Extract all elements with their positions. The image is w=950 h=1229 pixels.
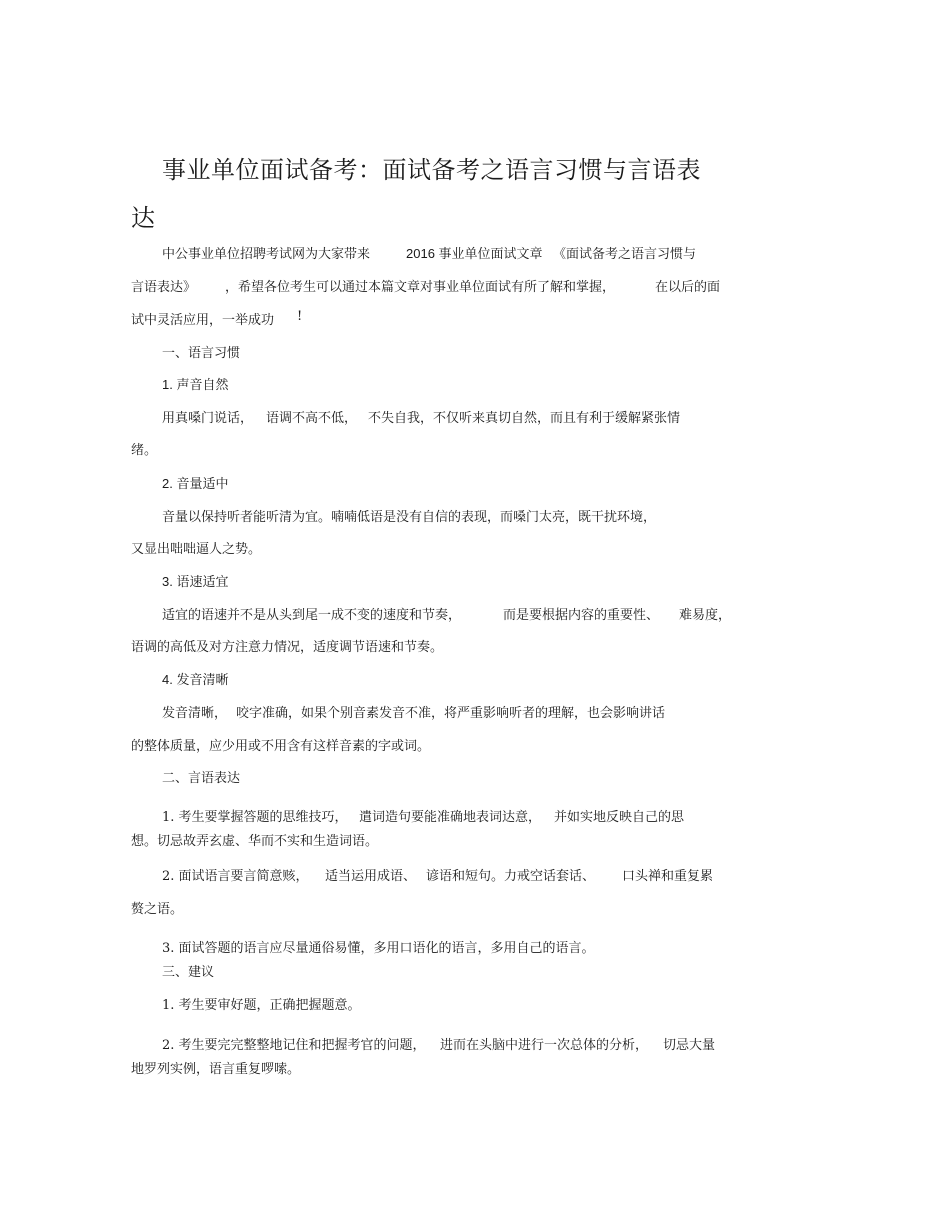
body-text: 咬字准确，如果个别音素发音不准，将严重影响听者的理解，也会影响讲话 [236,706,666,721]
body-text: 又显出咄咄逼人之势。 [131,542,262,557]
body-text: 而是要根据内容的重要性、 [503,608,660,623]
body-text: 绪。 [131,443,158,458]
body-text: 语调的高低及对方注意力情况，适度调节语速和节奏。 [131,640,444,655]
body-text: 的整体质量，应少用或不用含有这样音素的字或词。 [131,739,431,754]
intro-text: 在以后的面 [655,280,721,295]
intro-text: 《面试备考之语言习惯与 [553,247,697,262]
intro-text: 2016 事业单位面试文章 [406,246,543,261]
body-text: 1. 考生要审好题，正确把握题意。 [162,998,361,1013]
body-text: 音量以保持听者能听清为宜。喃喃低语是没有自信的表现，而嗓门太亮，既干扰环境， [162,510,657,525]
intro-text: 言语表达》 [131,280,197,295]
page-title-line-1: 事业单位面试备考：面试备考之语言习惯与言语表 [162,156,701,184]
body-text: 2. 面试语言要言简意赅， [162,869,309,884]
body-text: 并如实地反映自己的思 [554,810,685,825]
body-text: 用真嗓门说话， [162,411,254,426]
body-text: 想。切忌故弄玄虚、华而不实和生造词语。 [131,834,379,849]
body-text: 谚语和短句。力戒空话套话、 [426,869,596,884]
body-text: 难易度， [679,608,732,623]
body-text: 语调不高不低， [266,411,358,426]
item-title: 3. 语速适宜 [162,574,229,589]
section-heading: 一、语言习惯 [162,346,241,361]
intro-text: 试中灵活应用，一举成功 [131,313,275,328]
body-text: 不失自我，不仅听来真切自然，而且有利于缓解紧张情 [368,411,681,426]
page-title-line-2: 达 [131,204,156,232]
body-text: 2. 考生要完完整整地记住和把握考官的问题， [162,1038,426,1053]
body-text: 3. 面试答题的语言应尽量通俗易懂，多用口语化的语言，多用自己的语言。 [162,941,595,956]
intro-text: 中公事业单位招聘考试网为大家带来 [162,247,371,262]
body-text: 遣词造句要能准确地表词达意， [359,810,542,825]
body-text: 发音清晰， [162,706,228,721]
body-text: 口头禅和重复累 [622,869,714,884]
section-heading: 二、言语表达 [162,771,241,786]
body-text: 切忌大量 [663,1038,716,1053]
body-text: 赘之语。 [131,902,184,917]
intro-text: ，希望各位考生可以通过本篇文章对事业单位面试有所了解和掌握， [225,280,616,295]
item-title: 1. 声音自然 [162,377,229,392]
body-text: 适当运用成语、 [325,869,417,884]
body-text: 适宜的语速并不是从头到尾一成不变的速度和节奏， [162,608,462,623]
item-title: 4. 发音清晰 [162,672,229,687]
intro-text: ! [297,309,303,324]
body-text: 进而在头脑中进行一次总体的分析， [440,1038,649,1053]
section-heading: 三、建议 [162,965,215,980]
body-text: 1. 考生要掌握答题的思维技巧， [162,810,348,825]
item-title: 2. 音量适中 [162,476,229,491]
body-text: 地罗列实例，语言重复啰嗦。 [131,1062,301,1077]
